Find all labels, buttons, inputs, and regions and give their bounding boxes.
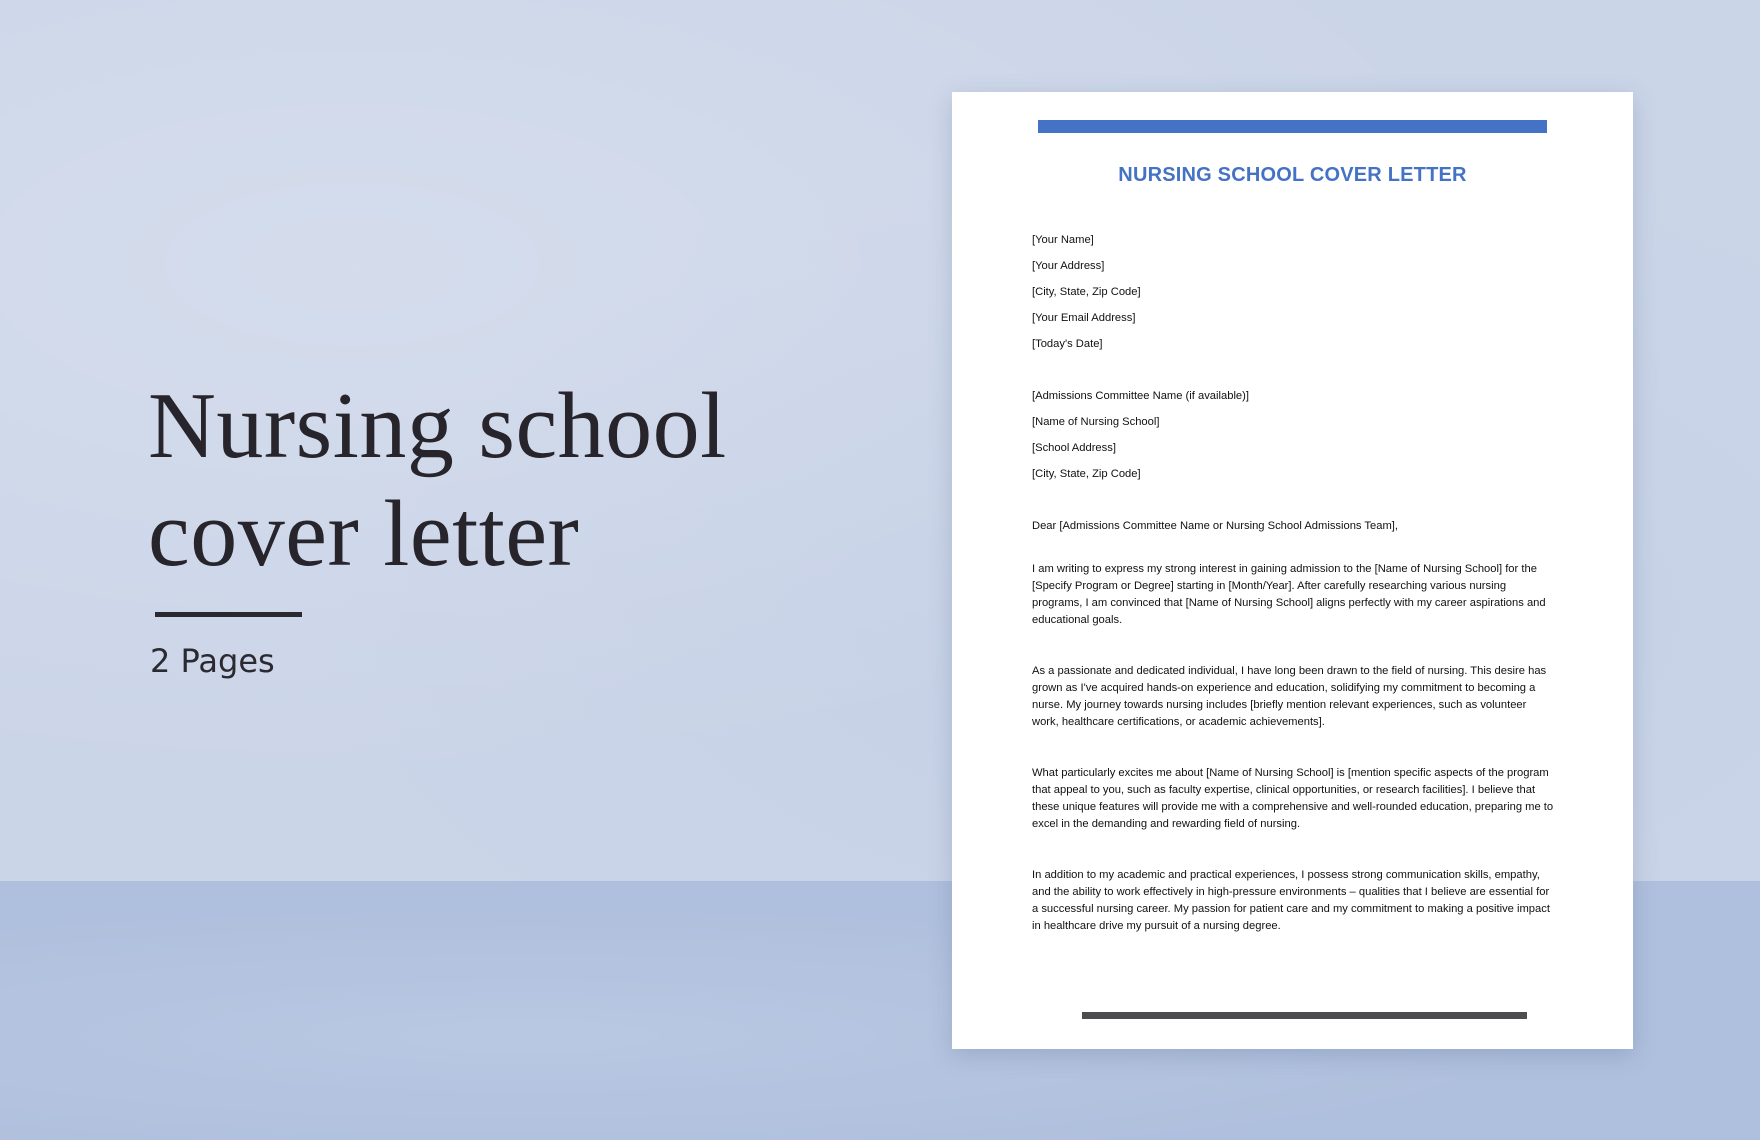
recipient-school-address: [School Address] [1032, 442, 1116, 454]
sender-email: [Your Email Address] [1032, 312, 1136, 324]
salutation: Dear [Admissions Committee Name or Nursing School Admissions Team], [1032, 520, 1399, 532]
letter-body [1032, 231, 1554, 969]
recipient-block [1032, 387, 1554, 491]
page-count-label: 2 Pages [150, 642, 275, 680]
body-paragraph-1: I am writing to express my strong interest in gaining admission to the [Name of Nursing School] for the [Specify Program or Degree] starting in [Month/Year]. After carefully researching various nursing programs, I am convinced that [Name of Nursing School] aligns perfectly with my career aspirations and educational goals. [1032, 563, 1546, 626]
hero-divider [155, 612, 302, 617]
hero-section [148, 372, 727, 680]
hero-title [148, 372, 727, 588]
document-footer-bar [1082, 1012, 1527, 1019]
document-preview-page [952, 92, 1633, 1049]
document-title: NURSING SCHOOL COVER LETTER [1118, 164, 1467, 186]
body-paragraph-3: What particularly excites me about [Name of Nursing School] is [mention specific aspects of the program that appeal to you, such as faculty expertise, clinical opportunities, or research facilities]. I believe that these unique features will provide me with a comprehensive and well-rounded education, preparing me to excel in the demanding and rewarding field of nursing. [1032, 767, 1554, 830]
hero-title-line-2: cover letter [148, 482, 580, 586]
document-header-bar [1038, 120, 1547, 133]
sender-address: [Your Address] [1032, 260, 1105, 272]
recipient-city-state-zip: [City, State, Zip Code] [1032, 468, 1141, 480]
spacer [1032, 491, 1554, 517]
sender-city-state-zip: [City, State, Zip Code] [1032, 286, 1141, 298]
sender-block [1032, 231, 1554, 361]
recipient-committee: [Admissions Committee Name (if available)] [1032, 390, 1249, 402]
body-paragraph-2: As a passionate and dedicated individual, I have long been drawn to the field of nursing. This desire has grown as I've acquired hands-on experience and education, solidifying my commitment to becoming a nurse. My journey towards nursing includes [briefly mention relevant experiences, such as volunteer work, healthcare certifications, or academic achievements]. [1032, 665, 1547, 728]
spacer [1032, 543, 1554, 561]
spacer [1032, 361, 1554, 387]
sender-name: [Your Name] [1032, 234, 1094, 246]
recipient-school-name: [Name of Nursing School] [1032, 416, 1160, 428]
body-paragraph-4: In addition to my academic and practical experiences, I possess strong communication skills, empathy, and the ability to work effectively in high-pressure environments – qualities that I believe are essential for a successful nursing career. My passion for patient care and my commitment to making a positive impact in healthcare drive my pursuit of a nursing degree. [1032, 869, 1550, 932]
hero-title-line-1: Nursing school [148, 374, 727, 478]
letter-date: [Today's Date] [1032, 338, 1103, 350]
